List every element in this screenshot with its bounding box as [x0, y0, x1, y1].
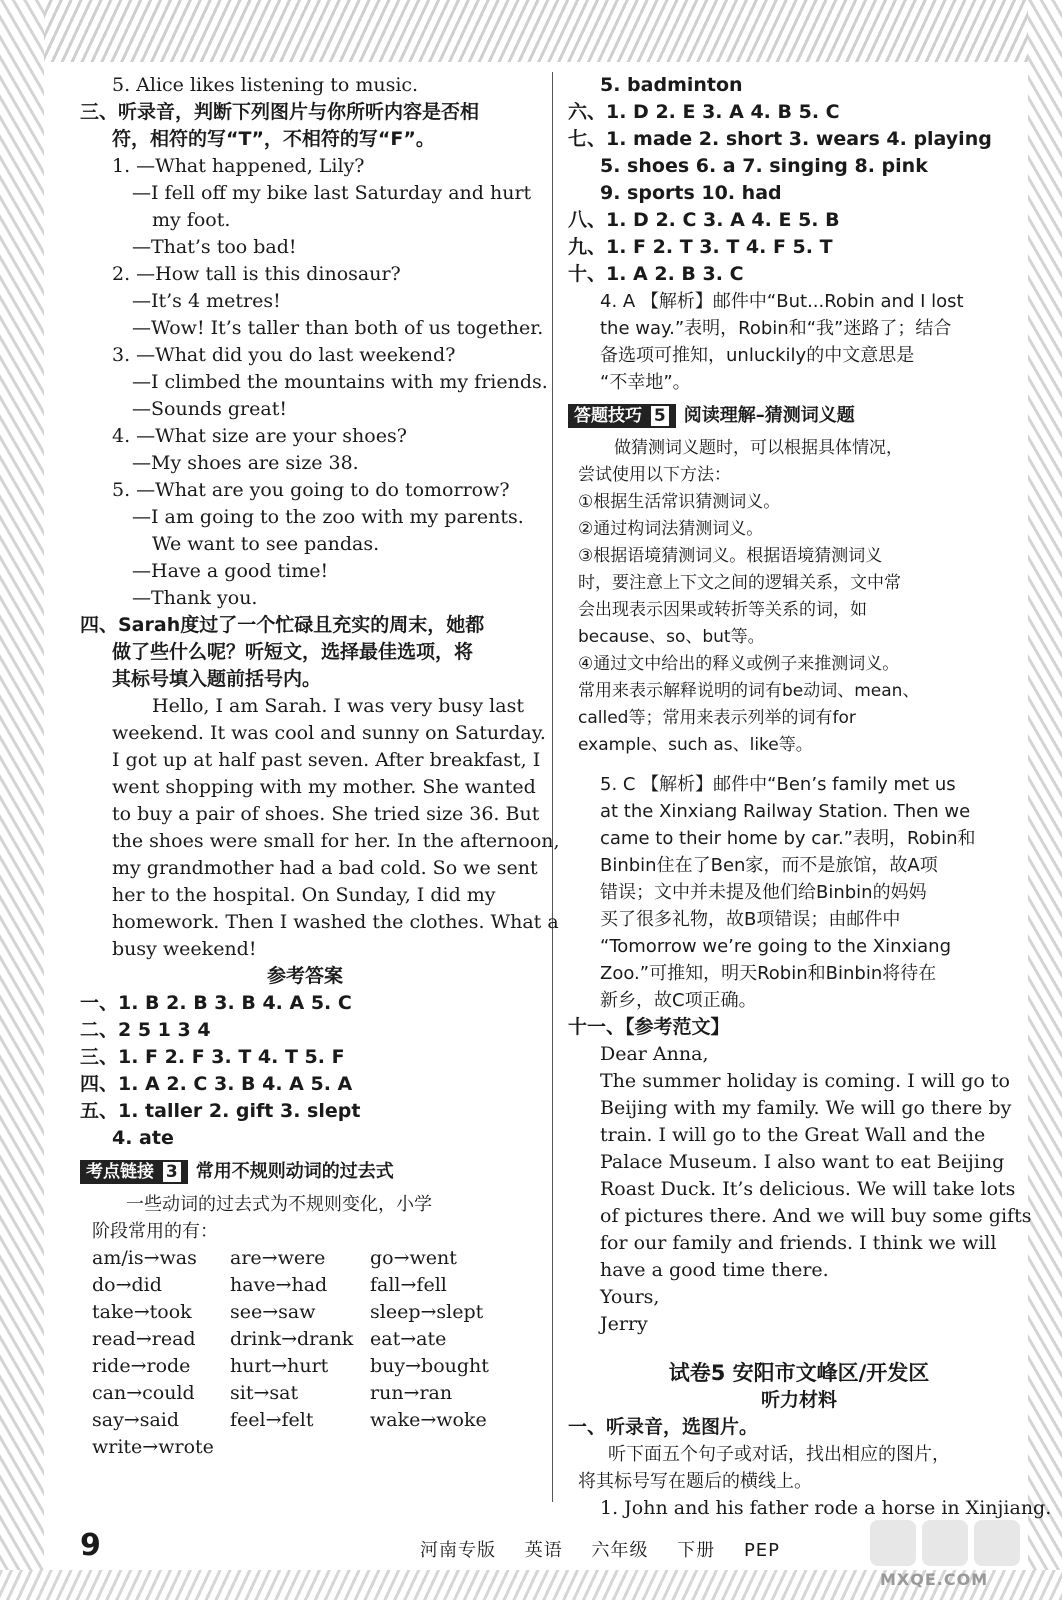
footer-info [420, 1536, 802, 1562]
tip-line: 会出现表示因果或转折等关系的词，如 [578, 600, 867, 620]
paper-subtitle: 听力材料 [760, 1389, 837, 1411]
verb-item: take→took [92, 1301, 192, 1323]
verb-item: feel→felt [230, 1409, 314, 1431]
verb-item: write→wrote [92, 1436, 214, 1458]
instruction-line: 听下面五个句子或对话，找出相应的图片， [608, 1444, 950, 1465]
knowledge-link-header [80, 1158, 530, 1185]
tip-tag [568, 404, 676, 428]
answers-title: 参考答案 [266, 965, 343, 987]
column-divider [552, 72, 553, 1502]
section-heading: 三、听录音，判断下列图片与你所听内容是否相 [80, 101, 480, 123]
dialogue-line: —I am going to the zoo with my parents. [132, 506, 524, 528]
verb-item: drink→drank [230, 1328, 354, 1350]
verb-item: ride→rode [92, 1355, 191, 1377]
tip-line: ②通过构词法猜测词义。 [578, 519, 764, 539]
section-heading: 符，相符的写“T”，不相符的写“F”。 [112, 128, 435, 150]
dialogue-line: 1. —What happened, Lily? [112, 155, 365, 177]
text-line: 5. Alice likes listening to music. [112, 74, 419, 96]
dialogue-line: 2. —How tall is this dinosaur? [112, 263, 401, 285]
verb-item: eat→ate [370, 1328, 447, 1350]
instruction-line: 将其标号写在题后的横线上。 [578, 1471, 812, 1492]
answer-line: 五、1. taller 2. gift 3. slept [80, 1100, 361, 1122]
dialogue-line: —Have a good time! [132, 560, 329, 582]
knowledge-link-tag [80, 1160, 188, 1184]
explanation-line: Binbin住在了Ben家，而不是旅馆，故A项 [600, 855, 938, 876]
tip-line: called等；常用来表示列举的词有for [578, 708, 856, 728]
explanation-line: 4. A 【解析】邮件中“But...Robin and I lost [600, 291, 964, 312]
passage-line: busy weekend! [112, 938, 257, 960]
paper-title: 试卷5 安阳市文峰区/开发区 [668, 1361, 930, 1385]
explanation-line: 备选项可推知，unluckily的中文意思是 [600, 345, 915, 366]
letter-line: Jerry [600, 1313, 648, 1335]
passage-line: weekend. It was cool and sunny on Saturday. [112, 722, 546, 744]
verb-item: hurt→hurt [230, 1355, 329, 1377]
explanation-line: 买了很多礼物，故B项错误；由邮件中 [600, 909, 901, 930]
passage-line: the shoes were small for her. In the afternoon, [112, 830, 560, 852]
verb-item: say→said [92, 1409, 180, 1431]
answer-line: 九、1. F 2. T 3. T 4. F 5. T [568, 236, 833, 258]
letter-line: Dear Anna, [600, 1043, 709, 1065]
watermark-text: MXQE.COM [880, 1570, 989, 1589]
letter-line: have a good time there. [600, 1259, 829, 1281]
verb-item: can→could [92, 1382, 195, 1404]
letter-line: of pictures there. And we will buy some gifts [600, 1205, 1032, 1227]
tip-line: example、such as、like等。 [578, 735, 813, 755]
tip-line: ④通过文中给出的释义或例子来推测词义。 [578, 654, 900, 674]
verb-item: sit→sat [230, 1382, 299, 1404]
irregular-verbs-grid [80, 1245, 530, 1461]
link-intro: 一些动词的过去式为不规则变化，小学 [126, 1194, 432, 1215]
knowledge-link-number: 3 [162, 1161, 182, 1183]
footer-volume: 下册 [677, 1540, 716, 1561]
dialogue-line: my foot. [152, 209, 231, 231]
answer-line: 六、1. D 2. E 3. A 4. B 5. C [568, 101, 840, 123]
footer-grade: 六年级 [591, 1540, 649, 1561]
dialogue-line: 5. —What are you going to do tomorrow? [112, 479, 510, 501]
verb-item: have→had [230, 1274, 328, 1296]
explanation-line: Zoo.”可推知，明天Robin和Binbin将待在 [600, 963, 937, 984]
verb-item: run→ran [370, 1382, 453, 1404]
answer-line: 5. badminton [600, 74, 743, 96]
explanation-line: at the Xinxiang Railway Station. Then we [600, 801, 971, 822]
letter-line: for our family and friends. I think we will [600, 1232, 997, 1254]
explanation-line: “Tomorrow we’re going to the Xinxiang [600, 936, 951, 957]
tip-title: 阅读理解–猜测词义题 [683, 405, 855, 426]
footer-edition: 河南专版 [420, 1540, 496, 1561]
answer-line: 一、1. B 2. B 3. B 4. A 5. C [80, 992, 352, 1014]
dialogue-line: —It’s 4 metres! [132, 290, 281, 312]
link-intro: 阶段常用的有： [92, 1221, 218, 1242]
verb-item: am/is→was [92, 1247, 197, 1269]
decorative-border-top [0, 0, 1062, 62]
right-column [568, 72, 1052, 1522]
passage-line: homework. Then I washed the clothes. What a [112, 911, 559, 933]
dialogue-line: —I climbed the mountains with my friends. [132, 371, 548, 393]
dialogue-line: —That’s too bad! [132, 236, 297, 258]
answer-line: 5. shoes 6. a 7. singing 8. pink [600, 155, 928, 177]
letter-line: The summer holiday is coming. I will go to [600, 1070, 1010, 1092]
explanation-line: 错误；文中并未提及他们给Binbin的妈妈 [600, 882, 927, 903]
tip-tag-text: 答题技巧 [574, 405, 642, 426]
letter-line: train. I will go to the Great Wall and the [600, 1124, 986, 1146]
dialogue-line: —My shoes are size 38. [132, 452, 359, 474]
letter-line: Palace Museum. I also want to eat Beijing [600, 1151, 1005, 1173]
answer-line: 三、1. F 2. F 3. T 4. T 5. F [80, 1046, 345, 1068]
verb-item: wake→woke [370, 1409, 487, 1431]
section-heading: 一、听录音，选图片。 [568, 1416, 759, 1438]
section-heading: 其标号填入题前括号内。 [112, 668, 322, 690]
footer-version: PEP [743, 1540, 781, 1561]
dialogue-line: —Wow! It’s taller than both of us together. [132, 317, 544, 339]
verb-item: sleep→slept [370, 1301, 484, 1323]
knowledge-link-tag-text: 考点链接 [86, 1161, 154, 1182]
answer-line: 八、1. D 2. C 3. A 4. E 5. B [568, 209, 840, 231]
letter-line: Beijing with my family. We will go there by [600, 1097, 1012, 1119]
verb-item: buy→bought [370, 1355, 489, 1377]
answer-line: 9. sports 10. had [600, 182, 782, 204]
tip-header [568, 402, 1030, 429]
section-heading: 做了些什么呢？听短文，选择最佳选项，将 [112, 641, 474, 663]
answer-line: 十、1. A 2. B 3. C [568, 263, 744, 285]
dialogue-line: —Thank you. [132, 587, 258, 609]
passage-line: her to the hospital. On Sunday, I did my [112, 884, 496, 906]
explanation-line: the way.”表明，Robin和“我”迷路了；结合 [600, 318, 952, 339]
tip-line: ③根据语境猜测词义。根据语境猜测词义 [578, 546, 883, 566]
letter-line: Roast Duck. It’s delicious. We will take lots [600, 1178, 1016, 1200]
passage-line: my grandmother had a bad cold. So we sent [112, 857, 538, 879]
passage-line: went shopping with my mother. She wanted [112, 776, 536, 798]
tip-line: 时，要注意上下文之间的逻辑关系，文中常 [578, 573, 901, 593]
page-number: 9 [80, 1528, 101, 1563]
tip-line: ①根据生活常识猜测词义。 [578, 492, 781, 512]
tip-number: 5 [650, 405, 670, 427]
footer-subject: 英语 [524, 1540, 563, 1561]
tip-body [568, 435, 1030, 759]
section-heading: 四、Sarah度过了一个忙碌且充实的周末，她都 [80, 614, 485, 636]
question-line: 1. John and his father rode a horse in Xinjiang. [600, 1497, 1052, 1519]
section-heading: 十一、【参考范文】 [568, 1016, 730, 1038]
verb-item: go→went [370, 1247, 457, 1269]
knowledge-link-title: 常用不规则动词的过去式 [195, 1161, 394, 1182]
explanation-line: 新乡，故C项正确。 [600, 990, 757, 1011]
verb-item: are→were [230, 1247, 326, 1269]
dialogue-line: —Sounds great! [132, 398, 287, 420]
decorative-border-left [0, 0, 44, 1600]
letter-line: Yours, [600, 1286, 660, 1308]
passage-line: to buy a pair of shoes. She tried size 36. But [112, 803, 540, 825]
verb-item: do→did [92, 1274, 162, 1296]
verb-item: read→read [92, 1328, 196, 1350]
dialogue-line: —I fell off my bike last Saturday and hurt [132, 182, 532, 204]
explanation-line: came to their home by car.”表明，Robin和 [600, 828, 976, 849]
tip-line: because、so、but等。 [578, 627, 765, 647]
tip-line: 做猜测词义题时，可以根据具体情况， [614, 438, 903, 458]
tip-line: 尝试使用以下方法： [578, 465, 731, 485]
passage-line: I got up at half past seven. After breakfast, I [112, 749, 541, 771]
answer-line: 4. ate [112, 1127, 174, 1149]
dialogue-line: 3. —What did you do last weekend? [112, 344, 456, 366]
decorative-border-right [1028, 0, 1062, 1600]
answer-line: 七、1. made 2. short 3. wears 4. playing [568, 128, 992, 150]
answer-line: 二、2 5 1 3 4 [80, 1019, 211, 1041]
dialogue-line: We want to see pandas. [152, 533, 380, 555]
left-column [80, 72, 560, 1461]
explanation-line: “不幸地”。 [600, 372, 691, 393]
tip-line: 常用来表示解释说明的词有be动词、mean、 [578, 681, 920, 701]
passage-line: Hello, I am Sarah. I was very busy last [152, 695, 524, 717]
explanation-line: 5. C 【解析】邮件中“Ben’s family met us [600, 774, 956, 795]
verb-item: see→saw [230, 1301, 316, 1323]
dialogue-line: 4. —What size are your shoes? [112, 425, 407, 447]
answer-line: 四、1. A 2. C 3. B 4. A 5. A [80, 1073, 353, 1095]
verb-item: fall→fell [370, 1274, 447, 1296]
